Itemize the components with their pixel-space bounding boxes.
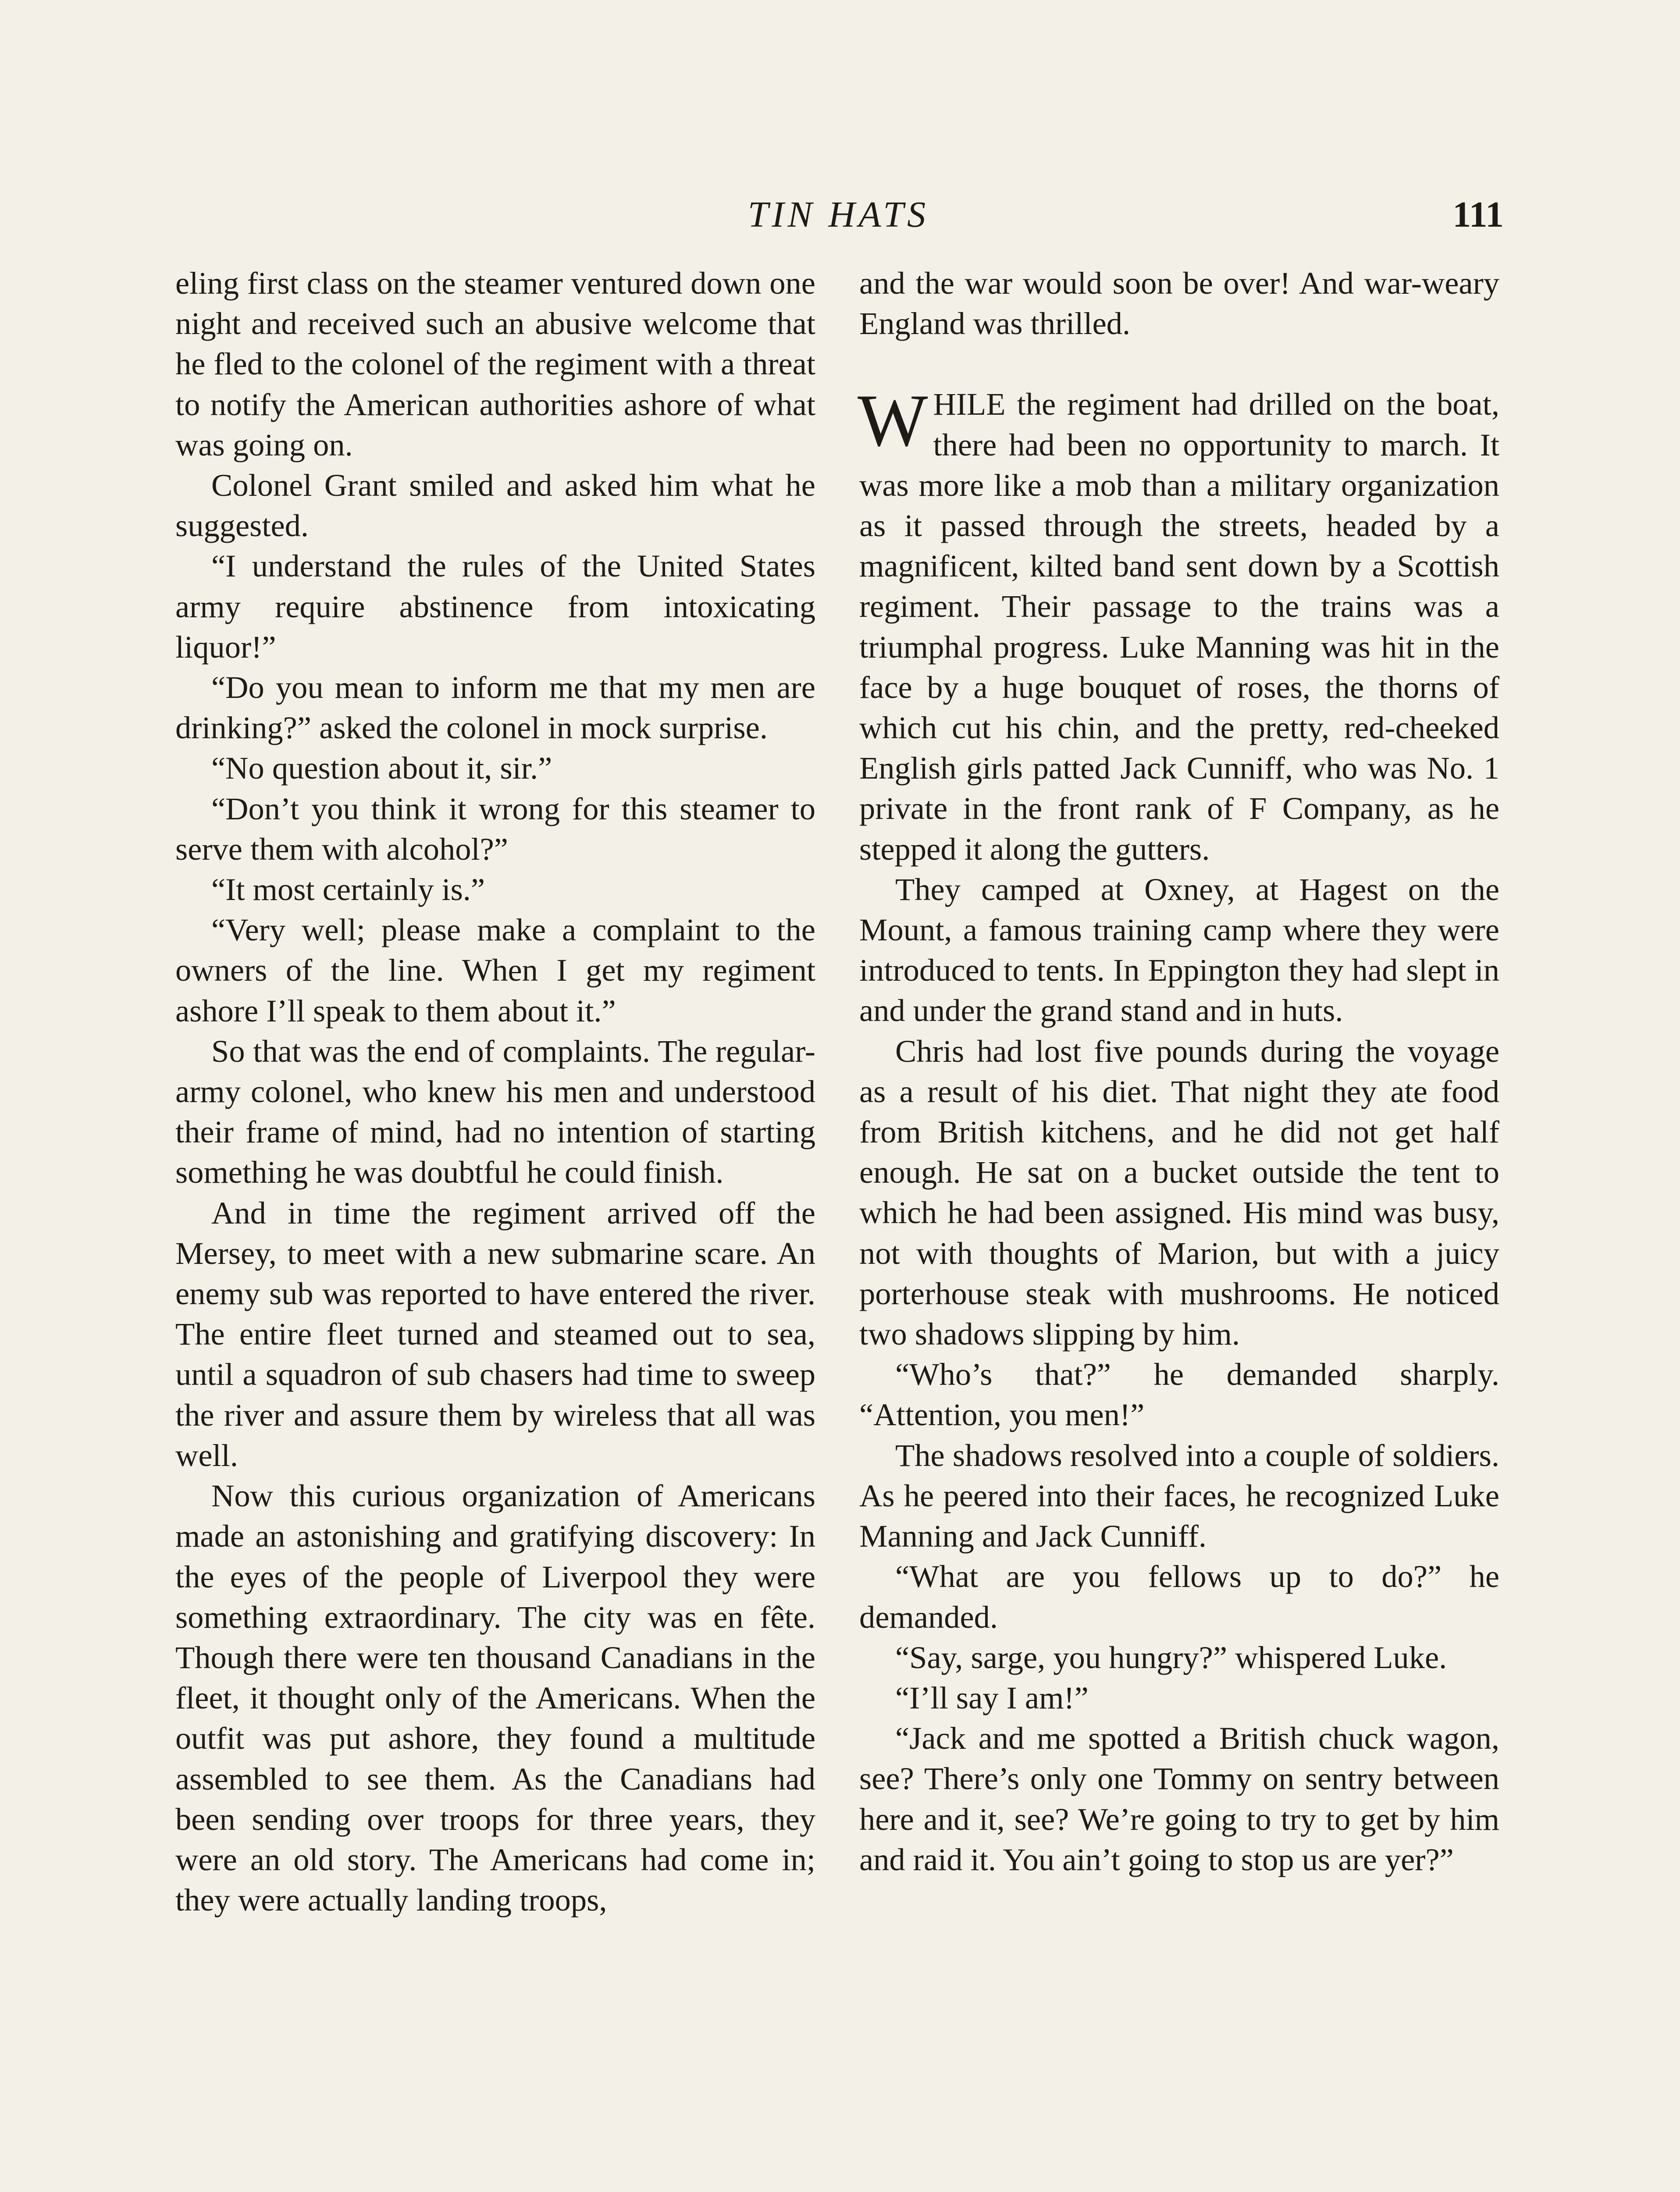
left-column [175,263,815,1920]
paragraph: Now this curious organization of Americans made an astonishing and gratifying discovery: In the eyes of the people of Liverpool they were something extraordinary. The city was en fête. Though there were ten thousand Canadians in the fleet, it thought only of the Americans. When the outfit was put ashore, they found a multitude assembled to see them. As the Canadians had been sending over troops for three years, they were an old story. The Americans had come in; they were actually landing troops, [175,1478,815,1918]
page-number: 111 [1452,194,1504,235]
paragraph-text: HILE the regiment had drilled on the boat, there had been no opportunity to march. It was more like a mob than a military organization as it passed through the streets, headed by a magnificent, kilted band sent down by a Scottish regiment. Their passage to the trains was a triumphal progress. Luke Manning was hit in the face by a huge bouquet of roses, the thorns of which cut his chin, and the pretty, red-cheeked English girls patted Jack Cunniff, who was No. 1 private in the front rank of F Company, as he stepped it along the gutters. [859,386,1499,867]
paragraph: eling first class on the steamer ventured down one night and received such an abusive welcome that he fled to the colonel of the regiment with a threat to notify the American authorities ashore of what was going on. [175,265,815,463]
running-title: TIN HATS [747,194,929,235]
paragraph: “Jack and me spotted a British chuck wagon, see? There’s only one Tommy on sentry between here and it, see? We’re going to try to get by him and raid it. You ain’t going to stop us are yer?” [859,1720,1499,1877]
paragraph: Chris had lost five pounds during the voyage as a result of his diet. That night they ate food from British kitchens, and he did not get half enough. He sat on a bucket outside the tent to which he had been assigned. His mind was busy, not with thoughts of Marion, but with a juicy porterhouse steak with mushrooms. He noticed two shadows slipping by him. [859,1033,1499,1352]
section-start-paragraph [858,379,1499,869]
paragraph: and the war would soon be over! And war-weary England was thrilled. [859,265,1499,342]
paragraph: The shadows resolved into a couple of soldiers. As he peered into their faces, he recognized Luke Manning and Jack Cunniff. [859,1437,1499,1554]
paragraph: So that was the end of complaints. The regular-army colonel, who knew his men and understood their frame of mind, had no intention of starting something he was doubtful he could finish. [175,1033,815,1190]
paragraph: “I understand the rules of the United States army require abstinence from intoxicating liquor!” [175,548,815,665]
paragraph: Colonel Grant smiled and asked him what he suggested. [175,467,815,544]
right-column [859,263,1499,1880]
paragraph: “What are you fellows up to do?” he demanded. [859,1559,1499,1635]
paragraph: And in time the regiment arrived off the Mersey, to meet with a new submarine scare. An enemy sub was reported to have entered the river. The entire fleet turned and steamed out to sea, until a squadron of sub chasers had time to sweep the river and assure them by wireless that all was well. [175,1195,815,1473]
paragraph: “Don’t you think it wrong for this steamer to serve them with alcohol?” [175,790,815,867]
paragraph: “I’ll say I am!” [895,1680,1089,1715]
paragraph: “Very well; please make a complaint to the owners of the line. When I get my regiment ashore I’ll speak to them about it.” [175,912,815,1028]
paragraph: “Do you mean to inform me that my men are drinking?” asked the colonel in mock surprise. [175,669,815,746]
paragraph: “It most certainly is.” [211,872,485,907]
paragraph: “No question about it, sir.” [211,750,552,786]
drop-initial: W [858,379,928,462]
paragraph: “Say, sarge, you hungry?” whispered Luke. [895,1639,1447,1675]
page-header [173,186,1504,243]
paragraph: They camped at Oxney, at Hagest on the Mount, a famous training camp where they were introduced to tents. In Eppington they had slept in and under the grand stand and in huts. [859,871,1499,1028]
paragraph: “Who’s that?” he demanded sharply. “Attention, you men!” [859,1356,1499,1433]
